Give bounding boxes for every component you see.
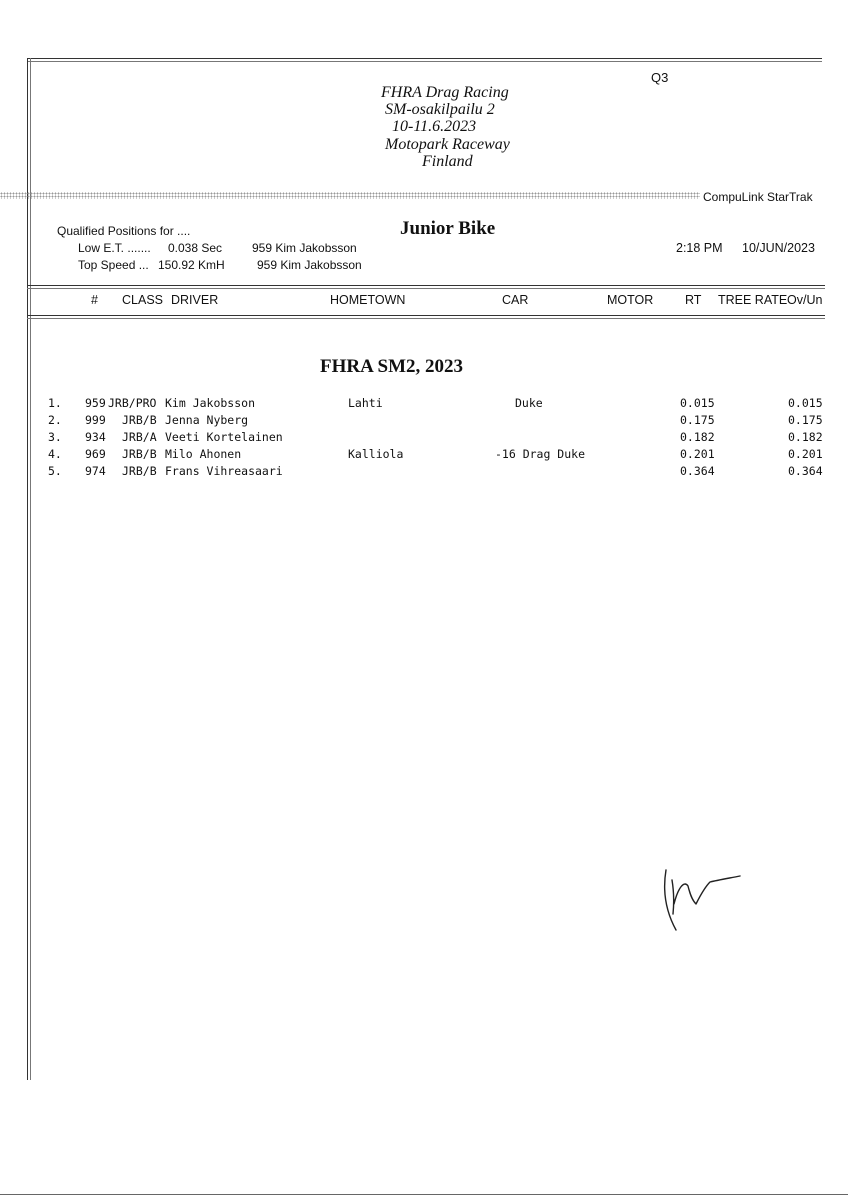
- row-class: JRB/B: [122, 464, 157, 478]
- header-rule-top-2: [27, 288, 825, 289]
- row-driver: Frans Vihreasaari: [165, 464, 283, 478]
- header-rule-bottom-2: [27, 318, 825, 319]
- table-row: [0, 413, 848, 430]
- report-time: 2:18 PM: [676, 241, 723, 255]
- event-title-line-1: FHRA Drag Racing: [381, 84, 509, 101]
- col-tree-rate: TREE RATE: [718, 293, 788, 307]
- qualified-label: Qualified Positions for ....: [57, 224, 191, 238]
- col-ovun: Ov/Un: [787, 293, 823, 307]
- row-driver: Jenna Nyberg: [165, 413, 249, 427]
- row-hometown: Kalliola: [348, 447, 404, 461]
- event-title-line-4: Motopark Raceway: [385, 136, 510, 153]
- col-car: CAR: [502, 293, 529, 307]
- top-speed-entry: 959 Kim Jakobsson: [257, 258, 362, 272]
- row-number: 934: [85, 430, 106, 444]
- row-driver: Milo Ahonen: [165, 447, 242, 461]
- report-date: 10/JUN/2023: [742, 241, 815, 255]
- row-ovun: 0.201: [788, 447, 823, 461]
- row-number: 974: [85, 464, 106, 478]
- round-label: Q3: [651, 70, 669, 85]
- row-driver: Kim Jakobsson: [165, 396, 256, 410]
- row-number: 999: [85, 413, 106, 427]
- row-class: JRB/B: [122, 413, 157, 427]
- row-ovun: 0.364: [788, 464, 823, 478]
- table-row: [0, 464, 848, 481]
- col-hometown: HOMETOWN: [330, 293, 406, 307]
- row-driver: Veeti Kortelainen: [165, 430, 283, 444]
- category-title: Junior Bike: [400, 218, 496, 239]
- row-position: 4.: [48, 447, 62, 461]
- header-rule-bottom: [27, 315, 825, 316]
- col-motor: MOTOR: [607, 293, 654, 307]
- row-number: 969: [85, 447, 106, 461]
- bottom-edge-line: [0, 1194, 848, 1195]
- row-position: 5.: [48, 464, 62, 478]
- top-speed-value: 150.92 KmH: [158, 258, 225, 272]
- row-number: 959: [85, 396, 106, 410]
- row-rt: 0.015: [680, 396, 715, 410]
- header-rule-top: [27, 285, 825, 286]
- top-border-line-inner: [27, 61, 822, 62]
- col-class: CLASS: [122, 293, 163, 307]
- table-row: [0, 447, 848, 464]
- section-title: FHRA SM2, 2023: [320, 356, 464, 377]
- table-row: [0, 430, 848, 447]
- row-rt: 0.182: [680, 430, 715, 444]
- event-title-line-3: 10-11.6.2023: [392, 118, 477, 135]
- row-rt: 0.364: [680, 464, 715, 478]
- row-rt: 0.175: [680, 413, 715, 427]
- left-border-line: [27, 58, 28, 1080]
- row-position: 2.: [48, 413, 62, 427]
- col-driver: DRIVER: [171, 293, 219, 307]
- col-num: #: [91, 293, 98, 307]
- low-et-entry: 959 Kim Jakobsson: [252, 241, 357, 255]
- col-rt: RT: [685, 293, 702, 307]
- event-title-line-2: SM-osakilpailu 2: [385, 101, 495, 118]
- row-ovun: 0.182: [788, 430, 823, 444]
- row-hometown: Lahti: [348, 396, 383, 410]
- row-ovun: 0.015: [788, 396, 823, 410]
- left-border-line-inner: [30, 58, 31, 1080]
- row-class: JRB/A: [122, 430, 157, 444]
- row-ovun: 0.175: [788, 413, 823, 427]
- row-rt: 0.201: [680, 447, 715, 461]
- row-car: -16 Drag Duke: [495, 447, 586, 461]
- event-title-line-5: Finland: [422, 153, 473, 170]
- row-car: Duke: [515, 396, 543, 410]
- dotted-separator: [0, 192, 700, 199]
- software-label: CompuLink StarTrak: [703, 190, 813, 204]
- row-class: JRB/B: [122, 447, 157, 461]
- row-position: 3.: [48, 430, 62, 444]
- row-position: 1.: [48, 396, 62, 410]
- top-border-line: [27, 58, 822, 59]
- row-class: JRB/PRO: [108, 396, 157, 410]
- low-et-value: 0.038 Sec: [168, 241, 223, 255]
- table-row: [0, 396, 848, 413]
- top-speed-label: Top Speed ...: [78, 258, 149, 272]
- low-et-label: Low E.T. .......: [78, 241, 151, 255]
- signature-mark: [660, 864, 750, 934]
